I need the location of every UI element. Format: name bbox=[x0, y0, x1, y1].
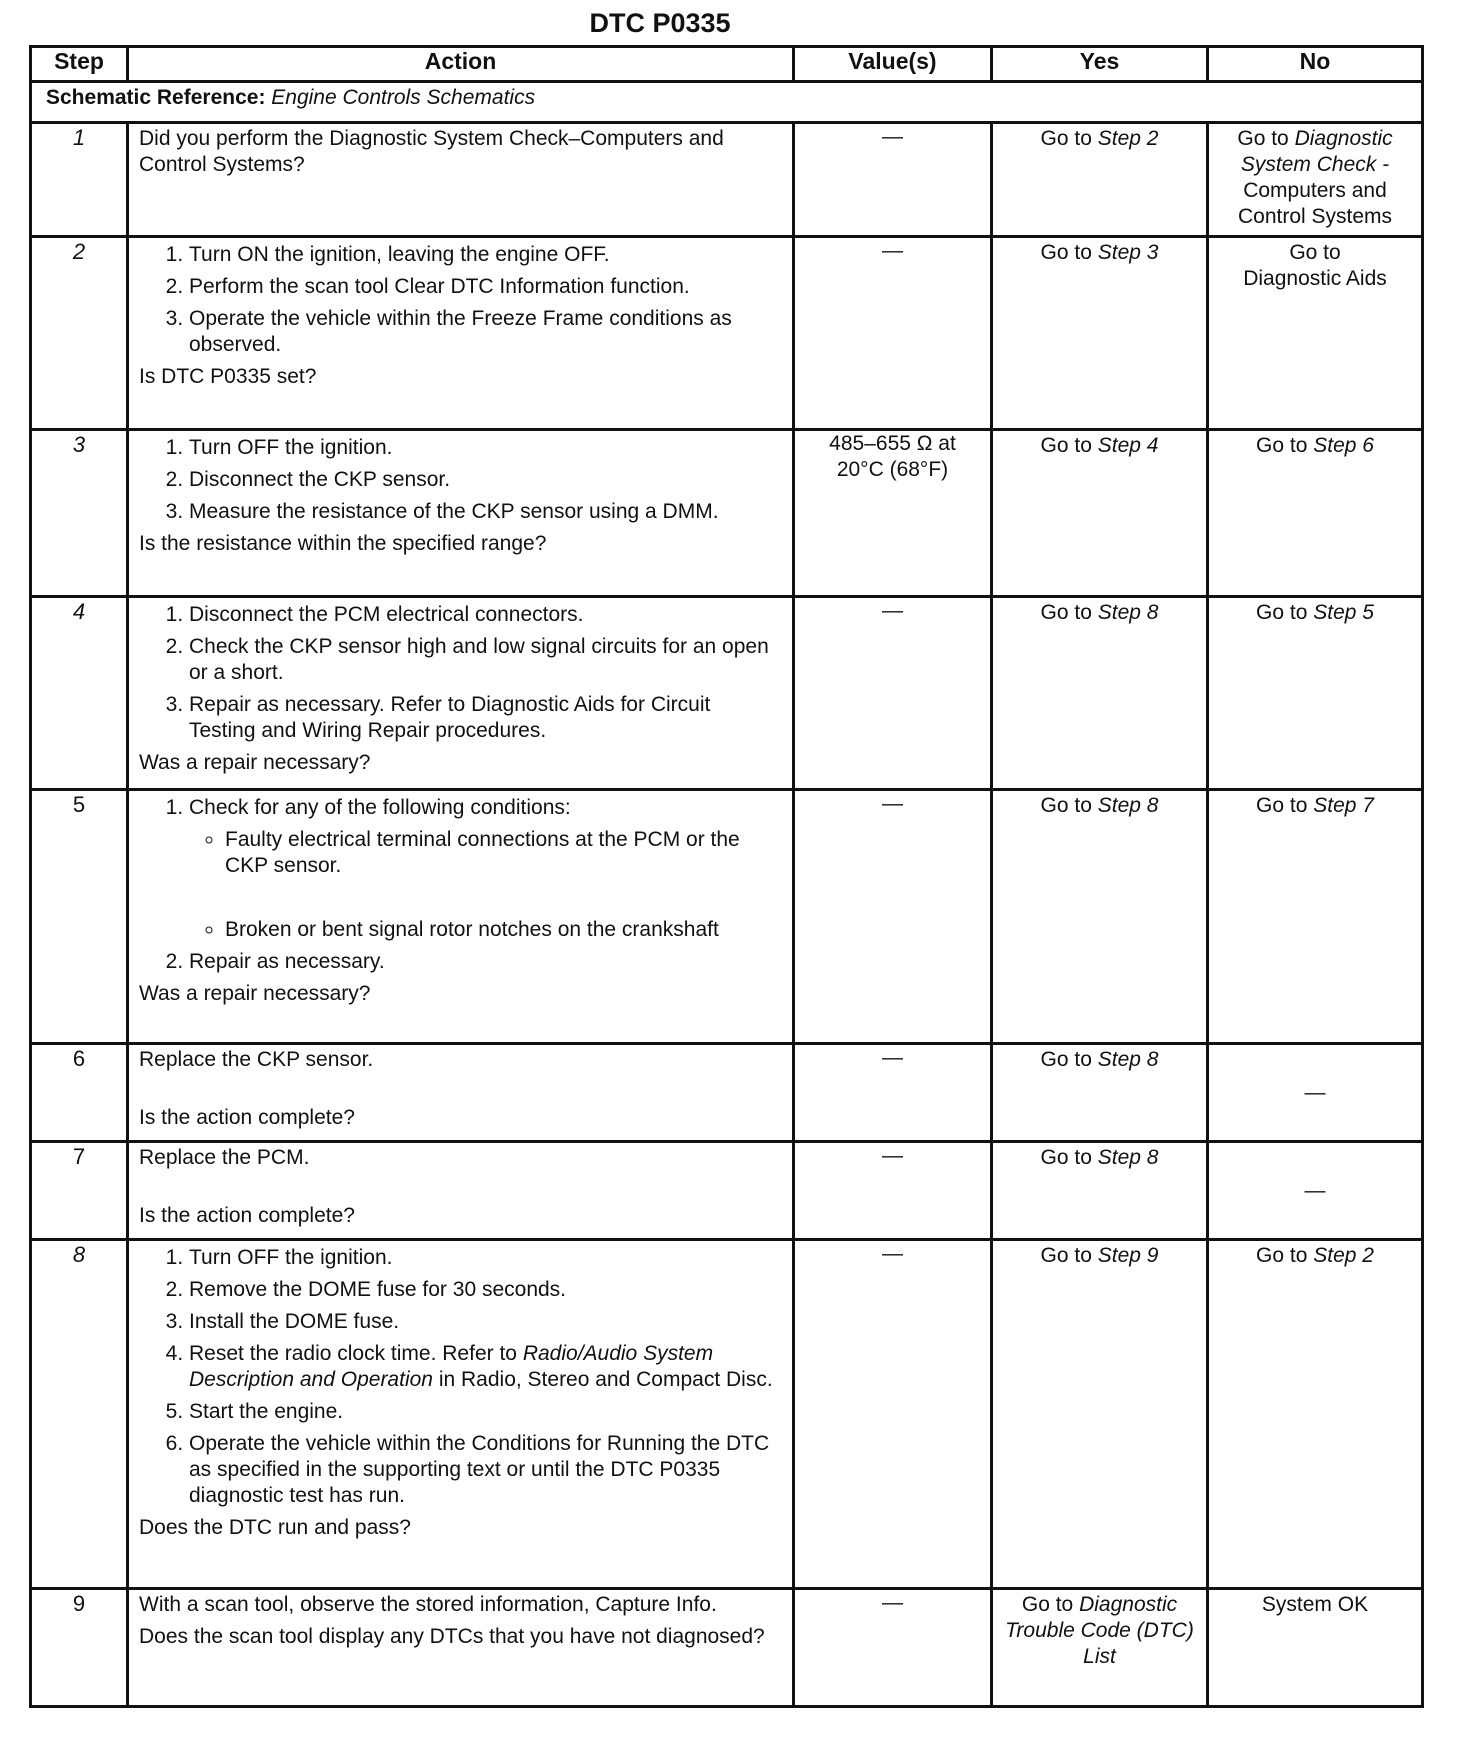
action-item: 2. Disconnect the CKP sensor. bbox=[189, 467, 782, 493]
action-question: Is the action complete? bbox=[139, 1106, 355, 1129]
action-item: 2. Check the CKP sensor high and low signal circuits for an open or a short. bbox=[189, 634, 782, 686]
table-row bbox=[31, 237, 1423, 430]
go-to-text: Go to bbox=[1256, 1244, 1308, 1267]
schematic-label: Schematic Reference: bbox=[46, 86, 266, 109]
go-to-text: Go to bbox=[1040, 241, 1092, 264]
yes-step: 4 bbox=[1146, 434, 1159, 457]
no-line: Diagnostic Aids bbox=[1243, 267, 1387, 290]
go-to-text: Go to bbox=[1040, 1048, 1092, 1071]
radio-audio-link[interactable]: Radio/Audio System Description and Operation bbox=[189, 1342, 714, 1391]
action-question: Is the action complete? bbox=[139, 1204, 355, 1227]
go-to-text: Go to bbox=[1256, 601, 1308, 624]
schematic-row bbox=[31, 82, 1423, 123]
yes-step: 3 bbox=[1146, 241, 1159, 264]
yes-link[interactable] bbox=[992, 597, 1208, 790]
action-text: Replace the CKP sensor. bbox=[139, 1048, 374, 1071]
yes-link[interactable] bbox=[992, 790, 1208, 1044]
action-item-text: in Radio, Stereo and Compact Disc. bbox=[438, 1368, 773, 1391]
step-number: 7 bbox=[31, 1142, 128, 1240]
action-item: 3. Install the DOME fuse. bbox=[189, 1309, 782, 1335]
action-list bbox=[139, 602, 782, 744]
no-italic: Diagnostic System Check - bbox=[1240, 127, 1393, 176]
step-word: Step bbox=[1313, 434, 1357, 457]
yes-link[interactable] bbox=[992, 237, 1208, 430]
yes-link[interactable] bbox=[992, 1589, 1208, 1707]
value-cell bbox=[794, 430, 992, 597]
no-rest: Computers and Control Systems bbox=[1237, 179, 1393, 228]
yes-link[interactable] bbox=[992, 123, 1208, 237]
go-to-text: Go to bbox=[1040, 1146, 1092, 1169]
action-item: 2. Perform the scan tool Clear DTC Information function. bbox=[189, 274, 782, 300]
step-number: 8 bbox=[31, 1240, 128, 1589]
action-item bbox=[189, 1341, 782, 1393]
condition-list bbox=[189, 827, 782, 943]
step-number: 4 bbox=[31, 597, 128, 790]
header-yes: Yes bbox=[992, 47, 1208, 82]
step-word: Step bbox=[1313, 794, 1357, 817]
yes-step: 8 bbox=[1146, 1146, 1159, 1169]
yes-step: 8 bbox=[1146, 794, 1159, 817]
action-text: Did you perform the Diagnostic System Check–Computers and Control Systems? bbox=[139, 127, 724, 176]
go-to-text: Go to bbox=[1021, 1593, 1074, 1616]
no-link[interactable] bbox=[1208, 123, 1423, 237]
header-values: Value(s) bbox=[794, 47, 992, 82]
step-number: 1 bbox=[31, 123, 128, 237]
no-link[interactable] bbox=[1208, 790, 1423, 1044]
no-link[interactable] bbox=[1208, 237, 1423, 430]
action-question: Is the resistance within the specified range? bbox=[139, 532, 547, 555]
action-item: 3. Repair as necessary. Refer to Diagnostic Aids for Circuit Testing and Wiring Repair procedures. bbox=[189, 692, 782, 744]
table-row bbox=[31, 1240, 1423, 1589]
step-number: 9 bbox=[31, 1589, 128, 1707]
value-dash: — bbox=[794, 1240, 992, 1589]
step-number: 5 bbox=[31, 790, 128, 1044]
yes-step: 9 bbox=[1146, 1244, 1159, 1267]
table-row bbox=[31, 430, 1423, 597]
value-line: 485–655 Ω at bbox=[829, 432, 956, 455]
header-no: No bbox=[1208, 47, 1423, 82]
action-item: 1. Disconnect the PCM electrical connectors. bbox=[189, 602, 782, 628]
go-to-text: Go to bbox=[1237, 127, 1289, 150]
action-item: 3. Measure the resistance of the CKP sensor using a DMM. bbox=[189, 499, 782, 525]
table-row bbox=[31, 1589, 1423, 1707]
action-item: 2. Repair as necessary. bbox=[189, 949, 782, 975]
table-row bbox=[31, 123, 1423, 237]
no-step: 5 bbox=[1362, 601, 1374, 624]
action-item: 1. Turn OFF the ignition. bbox=[189, 1245, 782, 1271]
action-cell bbox=[128, 1044, 794, 1142]
go-to-text: Go to bbox=[1040, 127, 1092, 150]
action-question: Does the scan tool display any DTCs that you have not diagnosed? bbox=[139, 1625, 765, 1648]
no-line: Go to bbox=[1289, 241, 1341, 264]
yes-step: 8 bbox=[1146, 1048, 1159, 1071]
go-to-text: Go to bbox=[1040, 434, 1092, 457]
no-step: 2 bbox=[1362, 1244, 1374, 1267]
action-item-text: Check for any of the following conditions: bbox=[189, 796, 571, 819]
action-cell bbox=[128, 123, 794, 237]
action-question: Was a repair necessary? bbox=[139, 982, 371, 1005]
step-word: Step bbox=[1097, 601, 1141, 624]
action-text: With a scan tool, observe the stored information, Capture Info. bbox=[139, 1593, 717, 1616]
step-word: Step bbox=[1097, 434, 1141, 457]
no-link[interactable] bbox=[1208, 430, 1423, 597]
go-to-text: Go to bbox=[1040, 1244, 1092, 1267]
no-link[interactable] bbox=[1208, 1240, 1423, 1589]
step-word: Step bbox=[1313, 601, 1357, 624]
value-line: 20°C (68°F) bbox=[836, 458, 949, 481]
yes-link[interactable] bbox=[992, 1240, 1208, 1589]
no-link[interactable] bbox=[1208, 597, 1423, 790]
action-item: 1. Turn ON the ignition, leaving the engine OFF. bbox=[189, 242, 782, 268]
action-item: 5. Start the engine. bbox=[189, 1399, 782, 1425]
action-cell bbox=[128, 1142, 794, 1240]
action-item: 1. Turn OFF the ignition. bbox=[189, 435, 782, 461]
step-word: Step bbox=[1097, 241, 1141, 264]
step-number: 6 bbox=[31, 1044, 128, 1142]
yes-step: 2 bbox=[1146, 127, 1159, 150]
step-number: 2 bbox=[31, 237, 128, 430]
value-dash: — bbox=[794, 237, 992, 430]
value-dash: — bbox=[794, 790, 992, 1044]
dtc-table bbox=[29, 45, 1424, 1708]
action-cell bbox=[128, 1589, 794, 1707]
table-row bbox=[31, 597, 1423, 790]
step-word: Step bbox=[1097, 1146, 1141, 1169]
page-title: DTC P0335 bbox=[589, 8, 731, 38]
action-cell bbox=[128, 597, 794, 790]
step-number: 3 bbox=[31, 430, 128, 597]
header-action: Action bbox=[128, 47, 794, 82]
action-cell bbox=[128, 1240, 794, 1589]
yes-italic: Diagnostic Trouble Code (DTC) List bbox=[1005, 1593, 1194, 1668]
action-list bbox=[139, 795, 782, 975]
no-dash: — bbox=[1208, 1142, 1423, 1240]
go-to-text: Go to bbox=[1256, 434, 1308, 457]
schematic-reference bbox=[31, 82, 1423, 123]
action-item: 6. Operate the vehicle within the Conditions for Running the DTC as specified in the supporting text or until the DTC P0335 diagnostic test has run. bbox=[189, 1431, 782, 1509]
step-word: Step bbox=[1097, 1048, 1141, 1071]
action-question: Is DTC P0335 set? bbox=[139, 365, 317, 388]
step-word: Step bbox=[1097, 1244, 1141, 1267]
no-dash: — bbox=[1208, 1044, 1423, 1142]
table-row bbox=[31, 790, 1423, 1044]
no-step: 6 bbox=[1362, 434, 1374, 457]
action-list bbox=[139, 242, 782, 358]
header-step: Step bbox=[31, 47, 128, 82]
schematic-link[interactable]: Engine Controls Schematics bbox=[271, 86, 536, 109]
value-dash: — bbox=[794, 123, 992, 237]
yes-link[interactable] bbox=[992, 1142, 1208, 1240]
go-to-text: Go to bbox=[1040, 794, 1092, 817]
yes-step: 8 bbox=[1146, 601, 1159, 624]
action-item bbox=[189, 795, 782, 943]
action-item-text: Reset the radio clock time. Refer to bbox=[189, 1342, 517, 1365]
value-dash: — bbox=[794, 1589, 992, 1707]
action-cell bbox=[128, 790, 794, 1044]
yes-link[interactable] bbox=[992, 1044, 1208, 1142]
condition-item: ◦ Faulty electrical terminal connections at the PCM or the CKP sensor. bbox=[225, 827, 782, 879]
step-word: Step bbox=[1097, 794, 1141, 817]
action-question: Does the DTC run and pass? bbox=[139, 1516, 411, 1539]
table-row bbox=[31, 1044, 1423, 1142]
action-item: 2. Remove the DOME fuse for 30 seconds. bbox=[189, 1277, 782, 1303]
value-dash: — bbox=[794, 597, 992, 790]
action-list bbox=[139, 1245, 782, 1509]
step-word: Step bbox=[1097, 127, 1141, 150]
yes-link[interactable] bbox=[992, 430, 1208, 597]
value-dash: — bbox=[794, 1142, 992, 1240]
value-dash: — bbox=[794, 1044, 992, 1142]
action-cell bbox=[128, 237, 794, 430]
go-to-text: Go to bbox=[1040, 601, 1092, 624]
go-to-text: Go to bbox=[1256, 794, 1308, 817]
action-list bbox=[139, 435, 782, 525]
action-question: Was a repair necessary? bbox=[139, 751, 371, 774]
no-text: System OK bbox=[1208, 1589, 1423, 1707]
action-cell bbox=[128, 430, 794, 597]
action-text: Replace the PCM. bbox=[139, 1146, 310, 1169]
step-word: Step bbox=[1313, 1244, 1357, 1267]
no-step: 7 bbox=[1362, 794, 1374, 817]
header-row bbox=[31, 47, 1423, 82]
table-row bbox=[31, 1142, 1423, 1240]
condition-item: ◦ Broken or bent signal rotor notches on the crankshaft bbox=[225, 917, 782, 943]
action-item: 3. Operate the vehicle within the Freeze Frame conditions as observed. bbox=[189, 306, 782, 358]
